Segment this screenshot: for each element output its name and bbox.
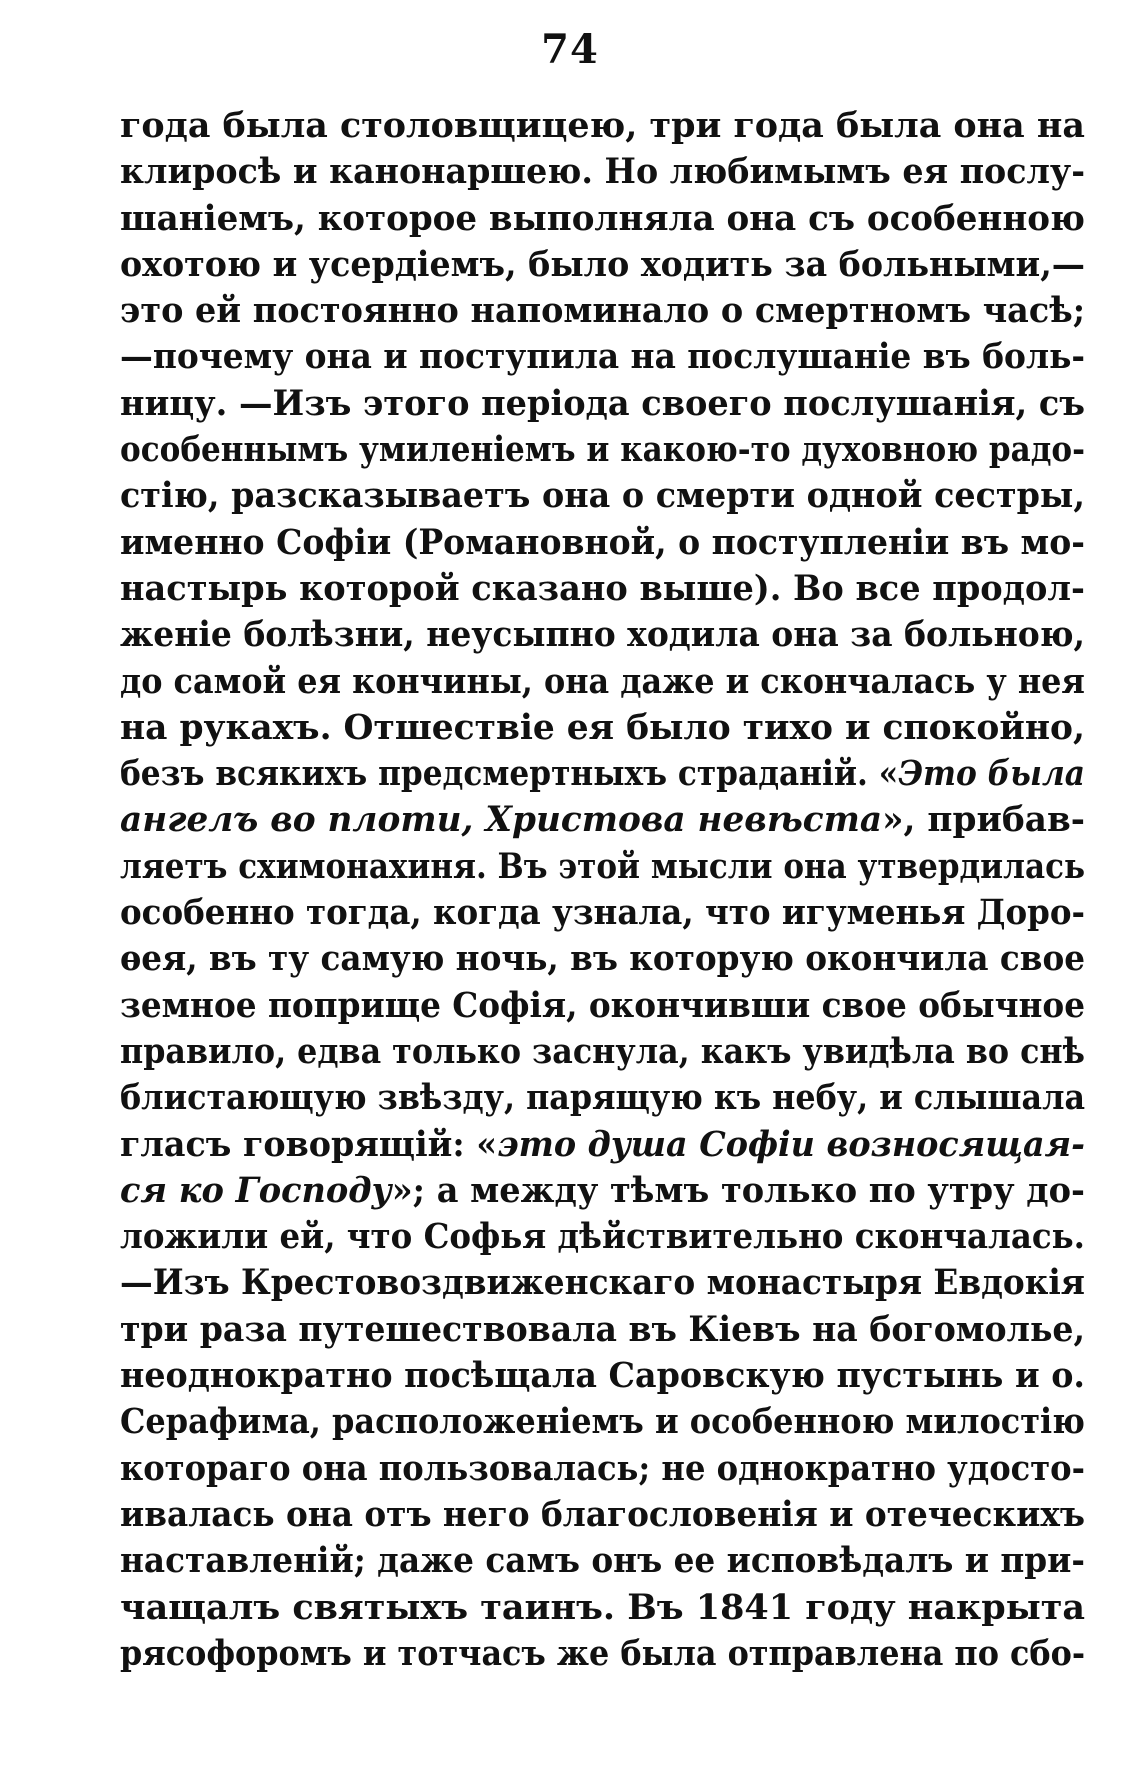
text-segment: ницу. —Изъ этого періода своего послушанія, съ xyxy=(120,382,1085,424)
text-line xyxy=(120,566,1085,612)
text-segment: котораго она пользовалась; не однократно удосто- xyxy=(120,1447,1085,1489)
text-segment: особенно тогда, когда узнала, что игуменья Доро- xyxy=(120,892,1085,934)
text-segment: охотою и усердіемъ, было ходить за больными,— xyxy=(120,243,1085,285)
text-segment: года была столовщицею, три года была она на xyxy=(120,105,1085,146)
text-segment: —Изъ Крестовоздвиженскаго монастыря Евдокія xyxy=(120,1262,1085,1304)
text-line xyxy=(120,1492,1085,1538)
text-line xyxy=(120,1538,1085,1584)
text-segment: клиросѣ и канонаршею. Но любимымъ ея послу- xyxy=(120,151,1085,193)
text-line xyxy=(120,1260,1085,1306)
text-segment: именно Софіи (Романовной, о поступленіи въ мо- xyxy=(120,521,1085,563)
text-segment: неоднократно посѣщала Саровскую пустынь и о. xyxy=(120,1355,1085,1397)
text-line xyxy=(120,1353,1085,1399)
text-line xyxy=(120,1029,1085,1075)
text-segment: », прибав- xyxy=(882,799,1085,841)
text-segment: шаніемъ, которое выполняла она съ особенною xyxy=(120,197,1085,239)
text-segment: »; а между тѣмъ только по утру до- xyxy=(391,1169,1085,1211)
text-line xyxy=(120,1307,1085,1353)
text-line xyxy=(120,1122,1085,1168)
text-segment: три раза путешествовала въ Кіевъ на богомолье, xyxy=(120,1308,1085,1350)
text-line xyxy=(120,427,1085,473)
text-line xyxy=(120,1631,1085,1677)
text-segment: особеннымъ умиленіемъ и какою-то духовною радо- xyxy=(120,429,1085,471)
text-segment: земное поприще Софія, окончивши свое обычное xyxy=(120,984,1085,1026)
body-text xyxy=(120,103,1085,1677)
text-line xyxy=(120,473,1085,519)
text-line xyxy=(120,751,1085,797)
text-segment: чащалъ святыхъ таинъ. Въ 1841 году накрыта xyxy=(120,1586,1085,1628)
text-segment: гласъ говорящій: « xyxy=(120,1123,498,1165)
italic-text-segment: ангелъ во плоти, Христова невѣста xyxy=(120,799,883,841)
text-segment: рясофоромъ и тотчасъ же была отправлена по сбо- xyxy=(120,1632,1085,1674)
text-line xyxy=(120,149,1085,195)
page-number: 74 xyxy=(541,26,599,73)
text-line xyxy=(120,1446,1085,1492)
text-line xyxy=(120,1585,1085,1631)
text-segment: настырь которой сказано выше). Во все продол- xyxy=(120,567,1085,609)
text-line xyxy=(120,1399,1085,1445)
text-segment: Серафима, расположеніемъ и особенною милостію xyxy=(120,1401,1085,1443)
text-segment: безъ всякихъ предсмертныхъ страданій. « xyxy=(120,753,899,795)
italic-text-segment: Это была xyxy=(898,753,1085,795)
text-line xyxy=(120,1075,1085,1121)
text-line xyxy=(120,334,1085,380)
text-line xyxy=(120,520,1085,566)
text-line xyxy=(120,983,1085,1029)
text-line xyxy=(120,242,1085,288)
text-segment: ѳея, въ ту самую ночь, въ которую окончила свое xyxy=(120,938,1085,980)
text-line xyxy=(120,659,1085,705)
text-segment: это ей постоянно напоминало о смертномъ часѣ; xyxy=(120,290,1085,332)
text-line xyxy=(120,890,1085,936)
text-segment: стію, разсказываетъ она о смерти одной сестры, xyxy=(120,475,1085,517)
text-segment: на рукахъ. Отшествіе ея было тихо и спокойно, xyxy=(120,706,1085,748)
text-line xyxy=(120,196,1085,242)
text-line xyxy=(120,381,1085,427)
text-segment: наставленій; даже самъ онъ ее исповѣдалъ и при- xyxy=(120,1540,1085,1582)
text-segment: женіе болѣзни, неусыпно ходила она за больною, xyxy=(120,614,1085,656)
text-line xyxy=(120,1168,1085,1214)
text-line xyxy=(120,936,1085,982)
text-segment: ляетъ схимонахиня. Въ этой мысли она утвердилась xyxy=(120,845,1085,887)
text-segment: до самой ея кончины, она даже и скончалась у нея xyxy=(120,660,1085,702)
text-segment: блистающую звѣзду, парящую къ небу, и слышала xyxy=(120,1077,1085,1119)
text-line xyxy=(120,844,1085,890)
text-segment: —почему она и поступила на послушаніе въ боль- xyxy=(120,336,1085,378)
text-line xyxy=(120,1214,1085,1260)
text-line xyxy=(120,612,1085,658)
text-line xyxy=(120,288,1085,334)
italic-text-segment: это душа Софіи возносящая- xyxy=(497,1123,1085,1165)
text-segment: ложили ей, что Софья дѣйствительно скончалась. xyxy=(120,1216,1085,1258)
italic-text-segment: ся ко Господу xyxy=(120,1169,392,1211)
text-segment: ивалась она отъ него благословенія и отеческихъ xyxy=(120,1493,1085,1535)
text-segment: правило, едва только заснула, какъ увидѣла во снѣ xyxy=(120,1030,1085,1072)
text-line xyxy=(120,705,1085,751)
text-line xyxy=(120,797,1085,843)
text-line xyxy=(120,103,1085,149)
